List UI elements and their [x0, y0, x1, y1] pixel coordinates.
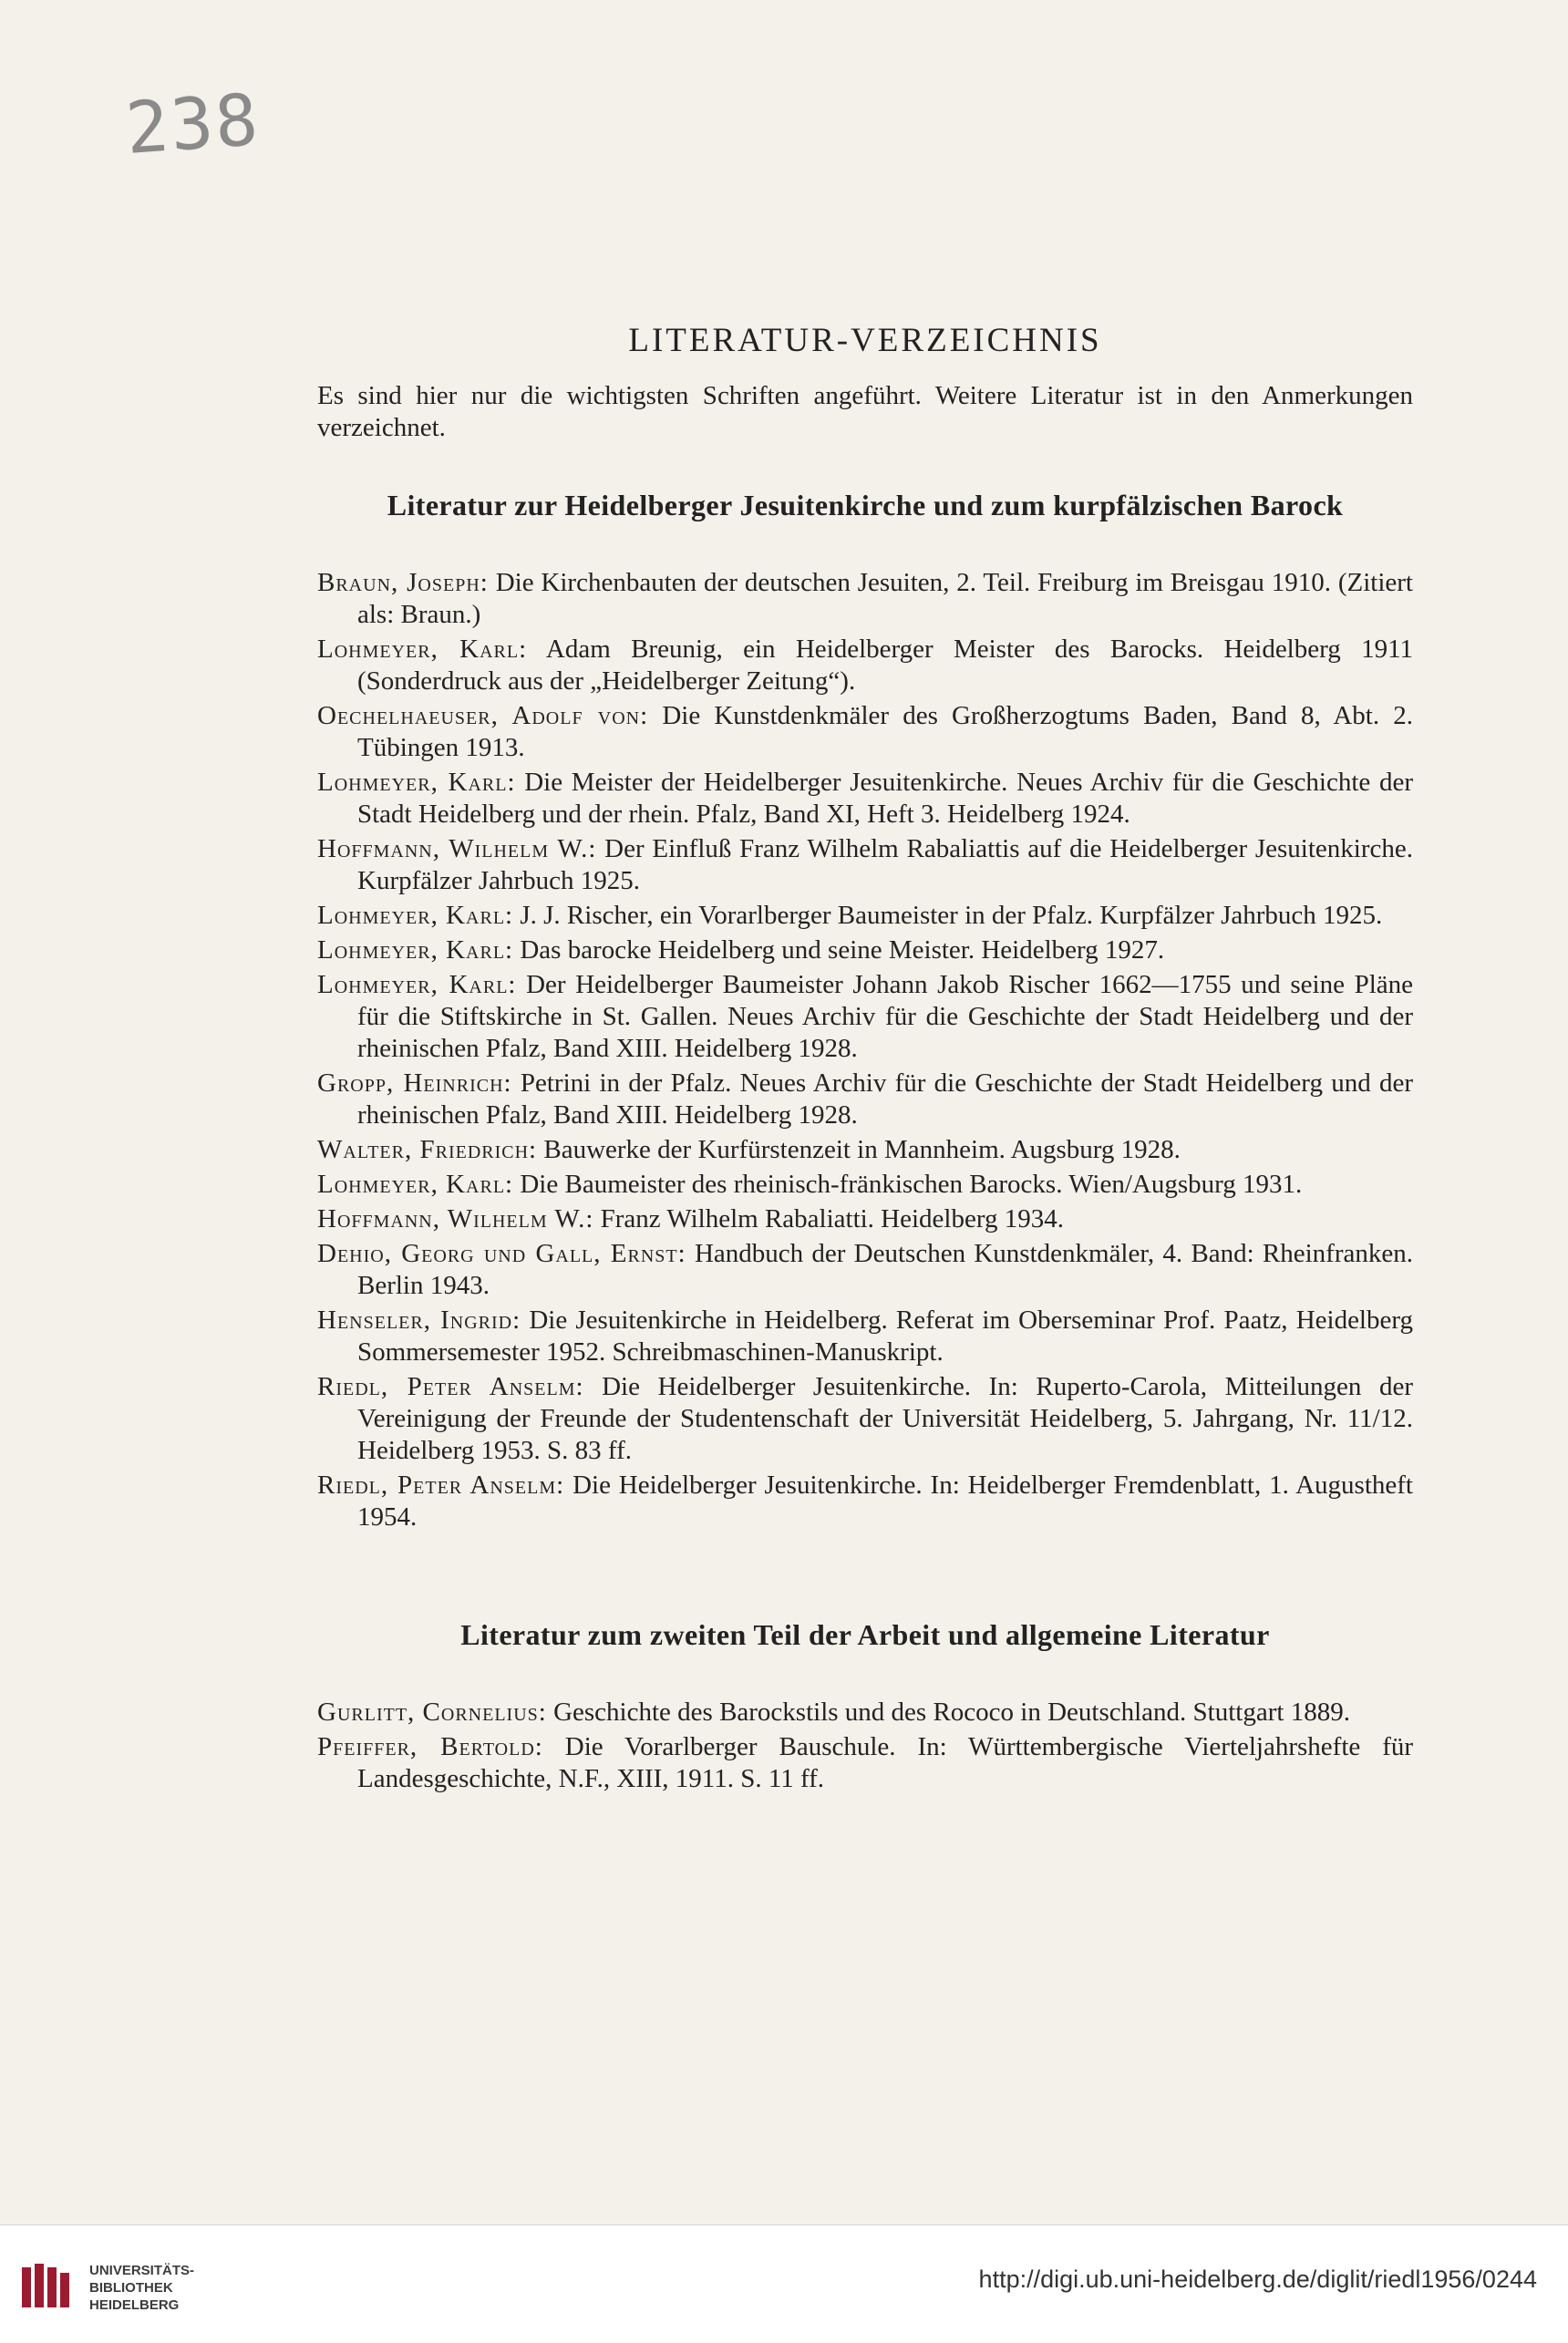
bibliography-entry	[317, 833, 1413, 897]
bibliography-entry	[317, 767, 1413, 831]
bibliography-entry	[317, 1238, 1413, 1302]
bibliography-entry	[317, 1203, 1413, 1235]
bibliography-entry	[317, 1731, 1413, 1795]
entry-text: Die Kirchenbauten der deutschen Jesuiten, 2. Teil. Freiburg im Breisgau 1910. (Zitiert als: Braun.)	[357, 568, 1413, 629]
intro-paragraph: Es sind hier nur die wichtigsten Schriften angeführt. Weitere Literatur ist in den Anmerkungen verzeichnet.	[317, 381, 1413, 442]
section-title-general: Literatur zum zweiten Teil der Arbeit und allgemeine Literatur	[460, 1618, 1270, 1651]
entry-text: Petrini in der Pfalz. Neues Archiv für die Geschichte der Stadt Heidelberg und der rheinischen Pfalz, Band XIII. Heidelberg 1928.	[357, 1068, 1413, 1130]
entry-text: Handbuch der Deutschen Kunstdenkmäler, 4. Band: Rheinfranken. Berlin 1943.	[357, 1239, 1413, 1300]
bibliography-entry	[317, 1697, 1413, 1729]
entry-text: Adam Breunig, ein Heidelberger Meister des Barocks. Heidelberg 1911 (Sonderdruck aus der „Heidelberger Zeitung“).	[357, 635, 1413, 696]
bibliography-entry	[317, 1169, 1413, 1201]
entry-text: Bauwerke der Kurfürstenzeit in Mannheim. Augsburg 1928.	[537, 1135, 1181, 1164]
bibliography-content	[317, 310, 1413, 1798]
entry-text: Geschichte des Barockstils und des Rococo in Deutschland. Stuttgart 1889.	[546, 1698, 1350, 1727]
library-name	[89, 2262, 194, 2314]
pencil-page-number: 238	[123, 78, 263, 171]
entry-text: Der Heidelberger Baumeister Johann Jakob Rischer 1662—1755 und seine Pläne für die Stiftskirche in St. Gallen. Neues Archiv für die Geschichte der Stadt Heidelberg und der rheinischen Pfalz, Band XIII. Heidelberg 1928.	[357, 970, 1413, 1063]
bibliography-entry	[317, 1068, 1413, 1131]
bibliography-entry	[317, 969, 1413, 1065]
source-url-link[interactable]: http://digi.ub.uni-heidelberg.de/diglit/riedl1956/0244	[978, 2266, 1537, 2293]
entry-text: Die Vorarlberger Bauschule. In: Württembergische Vierteljahrshefte für Landesgeschichte, N.F., XIII, 1911. S. 11 ff.	[357, 1732, 1414, 1793]
entry-author: Lohmeyer, Karl:	[317, 970, 517, 999]
entry-author: Oechelhaeuser, Adolf von:	[317, 701, 649, 730]
entry-text: Die Baumeister des rheinisch-fränkischen Barocks. Wien/Augsburg 1931.	[513, 1170, 1303, 1199]
bibliography-entry	[317, 567, 1413, 631]
bibliography-entry	[317, 934, 1413, 966]
entry-text: Franz Wilhelm Rabaliatti. Heidelberg 1934.	[593, 1204, 1064, 1233]
section-title-heidelberg: Literatur zur Heidelberger Jesuitenkirche und zum kurpfälzischen Barock	[387, 489, 1344, 521]
library-name-line: UNIVERSITÄTS-	[89, 2263, 195, 2278]
entry-list-heidelberg	[317, 567, 1413, 1533]
entry-text: Die Heidelberger Jesuitenkirche. In: Heidelberger Fremdenblatt, 1. Augustheft 1954.	[357, 1471, 1413, 1532]
bibliography-entry	[317, 634, 1413, 697]
entry-author: Gropp, Heinrich:	[317, 1068, 512, 1098]
entry-author: Pfeiffer, Bertold:	[317, 1732, 543, 1761]
entry-author: Braun, Joseph:	[317, 568, 489, 597]
entry-author: Lohmeyer, Karl:	[317, 768, 516, 797]
bibliography-entry	[317, 1371, 1413, 1467]
bibliography-entry	[317, 900, 1413, 932]
entry-text: Die Meister der Heidelberger Jesuitenkirche. Neues Archiv für die Geschichte der Stadt Heidelberg und der rhein. Pfalz, Band XI, Heft 3. Heidelberg 1924.	[357, 768, 1413, 829]
entry-author: Riedl, Peter Anselm:	[317, 1372, 584, 1401]
entry-author: Walter, Friedrich:	[317, 1135, 538, 1164]
entry-author: Henseler, Ingrid:	[317, 1306, 521, 1335]
bibliography-entry	[317, 1305, 1413, 1368]
entry-author: Hoffmann, Wilhelm W.:	[317, 834, 597, 863]
entry-text: Der Einfluß Franz Wilhelm Rabaliattis auf die Heidelberger Jesuitenkirche. Kurpfälzer Jahrbuch 1925.	[357, 834, 1414, 895]
library-name-line: BIBLIOTHEK	[89, 2280, 173, 2296]
entry-text: Die Heidelberger Jesuitenkirche. In: Ruperto-Carola, Mitteilungen der Vereinigung der Freunde der Studentenschaft der Universität Heidelberg, 5. Jahrgang, Nr. 11/12. Heidelberg 1953. S. 83 ff.	[357, 1372, 1413, 1465]
entry-text: J. J. Rischer, ein Vorarlberger Baumeister in der Pfalz. Kurpfälzer Jahrbuch 1925.	[513, 901, 1383, 930]
bibliography-entry	[317, 1470, 1413, 1533]
entry-author: Riedl, Peter Anselm:	[317, 1471, 565, 1500]
library-footer	[0, 2224, 1568, 2343]
entry-list-general	[317, 1697, 1413, 1795]
bibliography-entry	[317, 700, 1413, 764]
page-title: LITERATUR-VERZEICHNIS	[628, 322, 1102, 359]
entry-author: Lohmeyer, Karl:	[317, 635, 528, 664]
entry-author: Gurlitt, Cornelius:	[317, 1698, 547, 1727]
entry-author: Dehio, Georg und Gall, Ernst:	[317, 1239, 686, 1268]
entry-author: Lohmeyer, Karl:	[317, 935, 514, 965]
entry-text: Die Jesuitenkirche in Heidelberg. Referat im Oberseminar Prof. Paatz, Heidelberg Sommersemester 1952. Schreibmaschinen-Manuskript.	[357, 1306, 1413, 1367]
entry-author: Hoffmann, Wilhelm W.:	[317, 1204, 594, 1233]
entry-author: Lohmeyer, Karl:	[317, 1170, 514, 1199]
entry-text: Das barocke Heidelberg und seine Meister. Heidelberg 1927.	[513, 935, 1165, 965]
library-logo-icon	[18, 2260, 73, 2315]
entry-author: Lohmeyer, Karl:	[317, 901, 514, 930]
library-name-line: HEIDELBERG	[89, 2297, 180, 2313]
entry-text: Die Kunstdenkmäler des Großherzogtums Baden, Band 8, Abt. 2. Tübingen 1913.	[357, 701, 1413, 762]
bibliography-entry	[317, 1134, 1413, 1166]
